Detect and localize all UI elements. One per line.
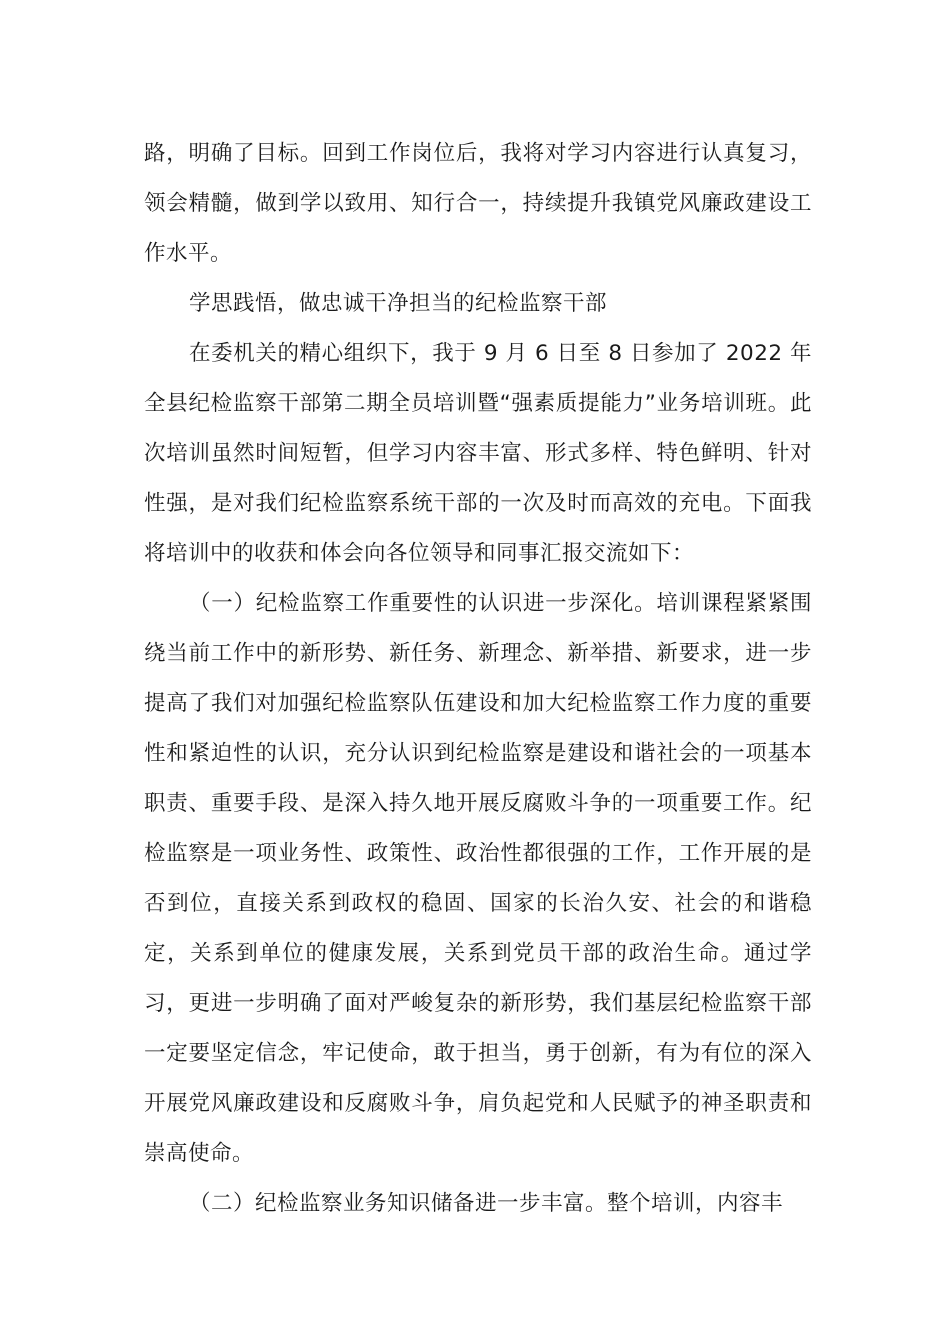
paragraph-point-1: （一）纪检监察工作重要性的认识进一步深化。培训课程紧紧围绕当前工作中的新形势、新任务、新理念、新举措、新要求，进一步提高了我们对加强纪检监察队伍建设和加大纪检监察工作力度的重要性和紧迫性的认识，充分认识到纪检监察是建设和谐社会的一项基本职责、重要手段、是深入持久地开展反腐败斗争的一项重要工作。纪检监察是一项业务性、政策性、政治性都很强的工作，工作开展的是否到位，直接关系到政权的稳固、国家的长治久安、社会的和谐稳定，关系到单位的健康发展，关系到党员干部的政治生命。通过学习，更进一步明确了面对严峻复杂的新形势，我们基层纪检监察干部一定要坚定信念，牢记使命，敢于担当，勇于创新，有为有位的深入开展党风廉政建设和反腐败斗争，肩负起党和人民赋予的神圣职责和崇高使命。 bbox=[144, 591, 812, 1166]
paragraph-point-2: （二）纪检监察业务知识储备进一步丰富。整个培训，内容丰 bbox=[189, 1191, 784, 1216]
paragraph-continuation: 路，明确了目标。回到工作岗位后，我将对学习内容进行认真复习，领会精髓，做到学以致用、知行合一，持续提升我镇党风廉政建设工作水平。 bbox=[144, 141, 812, 266]
paragraph-intro: 在委机关的精心组织下，我于 9 月 6 日至 8 日参加了 2022 年全县纪检监察干部第二期全员培训暨“强素质提能力”业务培训班。此次培训虽然时间短暂，但学习内容丰富、形式多样、特色鲜明、针对性强，是对我们纪检监察系统干部的一次及时而高效的充电。下面我将培训中的收获和体会向各位领导和同事汇报交流如下： bbox=[144, 341, 812, 566]
section-title: 学思践悟，做忠诚干净担当的纪检监察干部 bbox=[189, 291, 608, 316]
document-body bbox=[144, 129, 812, 1229]
